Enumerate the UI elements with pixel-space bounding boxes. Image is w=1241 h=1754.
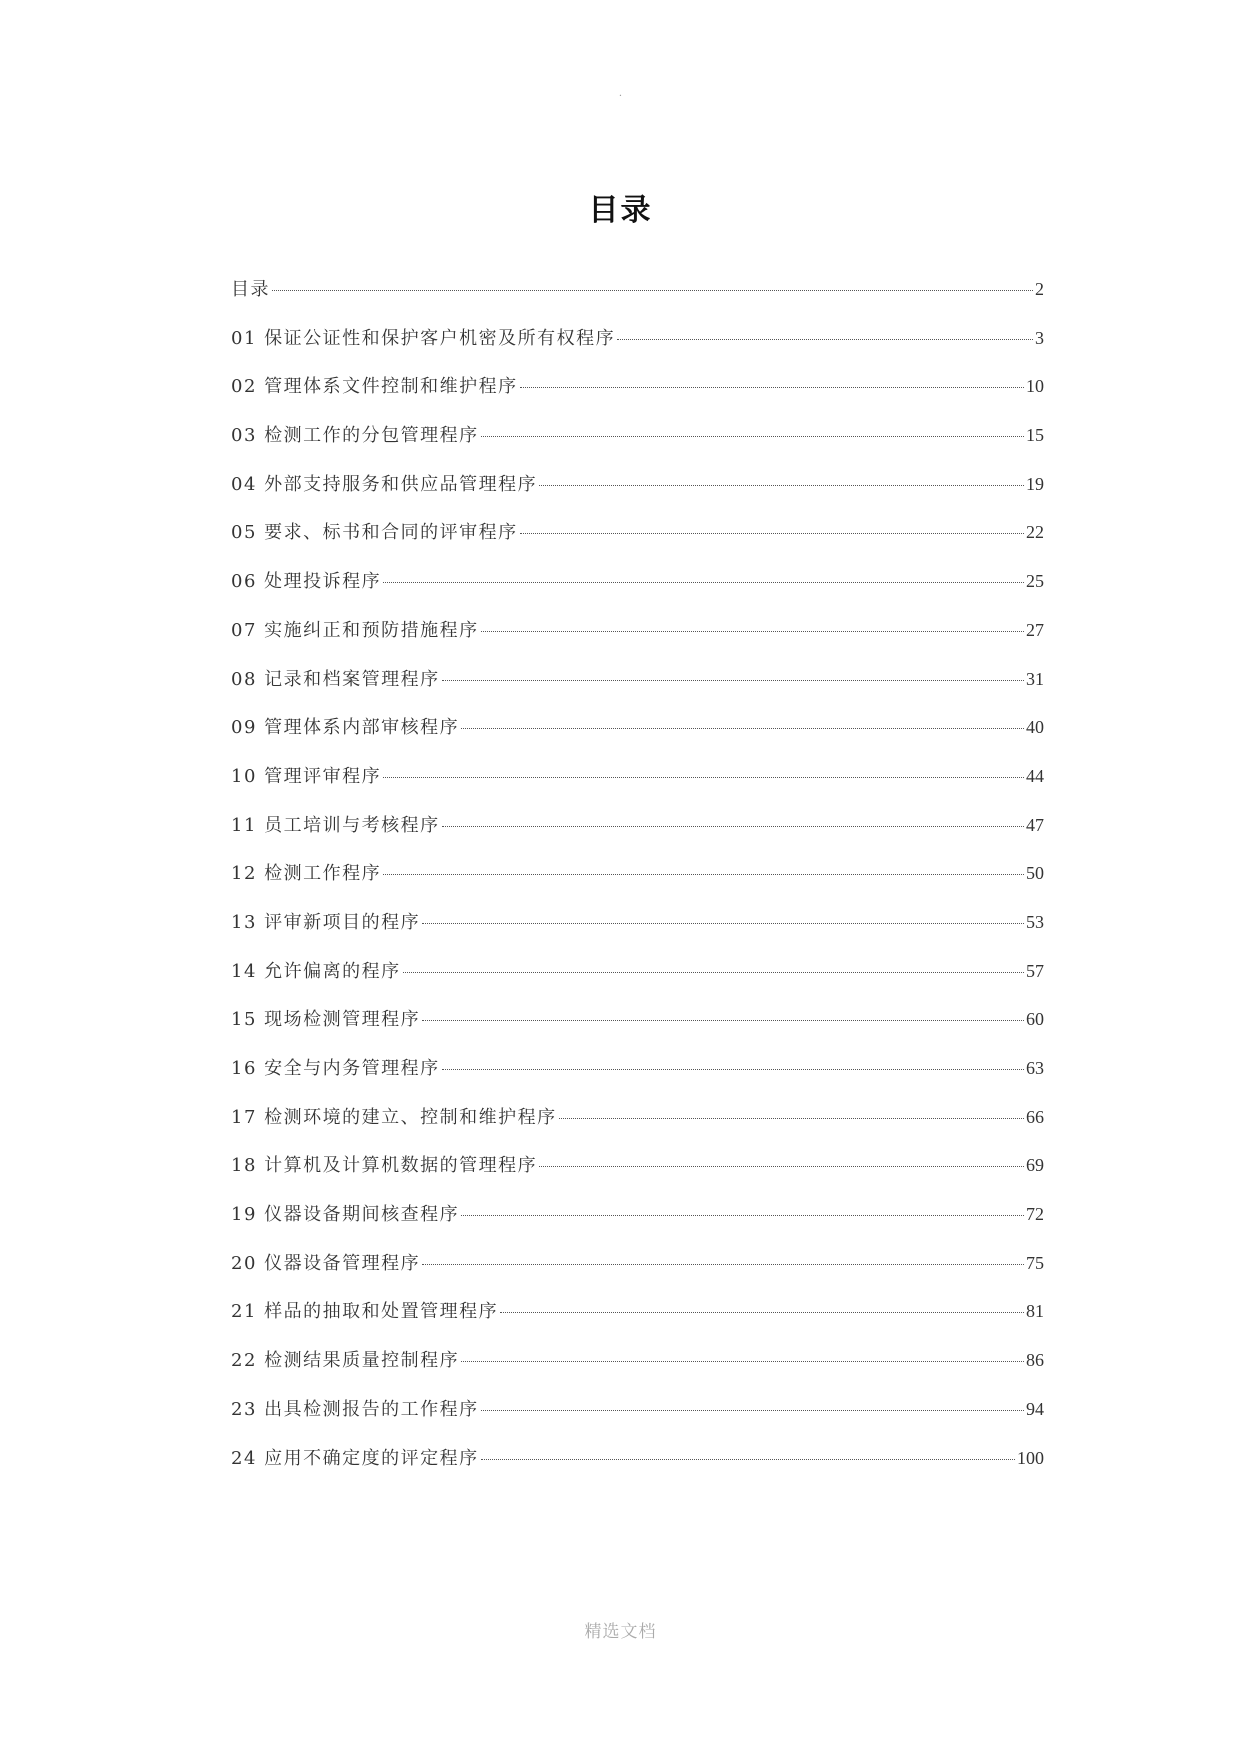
toc-entry[interactable] xyxy=(231,1103,1044,1152)
toc-dot-leader xyxy=(461,1215,1024,1216)
toc-entry-label[interactable]: 02 管理体系文件控制和维护程序 xyxy=(231,376,518,398)
toc-entry-page-number: 66 xyxy=(1026,1106,1044,1127)
toc-entry-page-number: 72 xyxy=(1026,1204,1044,1225)
toc-entry-label[interactable]: 08 记录和档案管理程序 xyxy=(231,668,440,690)
toc-dot-leader xyxy=(403,972,1024,973)
toc-entry-page-number: 25 xyxy=(1026,571,1044,592)
table-of-contents xyxy=(231,275,1044,1492)
toc-entry-page-number: 3 xyxy=(1035,327,1044,348)
toc-entry-label[interactable]: 17 检测环境的建立、控制和维护程序 xyxy=(231,1106,557,1128)
toc-entry[interactable] xyxy=(231,859,1044,908)
toc-entry-label[interactable]: 16 安全与内务管理程序 xyxy=(231,1058,440,1079)
toc-entry[interactable] xyxy=(231,713,1044,762)
toc-dot-leader xyxy=(461,728,1024,729)
toc-entry-page-number: 69 xyxy=(1026,1155,1044,1176)
toc-entry-label[interactable]: 03 检测工作的分包管理程序 xyxy=(231,425,479,447)
toc-entry[interactable] xyxy=(231,1346,1044,1395)
toc-dot-leader xyxy=(617,339,1033,340)
toc-entry-page-number: 47 xyxy=(1026,814,1044,835)
toc-dot-leader xyxy=(461,1361,1024,1362)
toc-entry[interactable] xyxy=(231,1444,1044,1493)
toc-entry-page-number: 10 xyxy=(1026,376,1044,397)
toc-entry-page-number: 15 xyxy=(1026,425,1044,446)
toc-entry-label[interactable]: 13 评审新项目的程序 xyxy=(231,911,421,933)
toc-entry[interactable] xyxy=(231,275,1044,324)
toc-entry-page-number: 53 xyxy=(1026,911,1044,932)
toc-entry[interactable] xyxy=(231,665,1044,714)
toc-entry-page-number: 86 xyxy=(1026,1350,1044,1371)
toc-entry-page-number: 50 xyxy=(1026,863,1044,884)
toc-entry[interactable] xyxy=(231,567,1044,616)
toc-dot-leader xyxy=(442,826,1024,827)
toc-entry-page-number: 57 xyxy=(1026,960,1044,981)
toc-entry[interactable] xyxy=(231,616,1044,665)
toc-entry-label[interactable]: 目录 xyxy=(231,279,270,300)
toc-entry[interactable] xyxy=(231,324,1044,373)
toc-entry-label[interactable]: 23 出具检测报告的工作程序 xyxy=(231,1398,479,1420)
toc-entry[interactable] xyxy=(231,1005,1044,1054)
toc-dot-leader xyxy=(442,680,1024,681)
toc-entry-label[interactable]: 06 处理投诉程序 xyxy=(231,571,382,593)
toc-entry-label[interactable]: 19 仪器设备期间核查程序 xyxy=(231,1204,460,1226)
toc-entry[interactable] xyxy=(231,1054,1044,1103)
toc-entry-label[interactable]: 01 保证公证性和保护客户机密及所有权程序 xyxy=(231,327,616,349)
toc-entry[interactable] xyxy=(231,1395,1044,1444)
toc-entry-label[interactable]: 12 检测工作程序 xyxy=(231,863,382,885)
header-mark: · xyxy=(618,91,623,102)
toc-entry-page-number: 100 xyxy=(1017,1447,1044,1468)
toc-entry-label[interactable]: 18 计算机及计算机数据的管理程序 xyxy=(231,1155,538,1177)
toc-entry[interactable] xyxy=(231,372,1044,421)
toc-dot-leader xyxy=(481,1459,1015,1460)
toc-entry-label[interactable]: 14 允许偏离的程序 xyxy=(231,960,401,982)
toc-entry-page-number: 22 xyxy=(1026,522,1044,543)
toc-entry-label[interactable]: 24 应用不确定度的评定程序 xyxy=(231,1447,479,1469)
toc-entry-page-number: 63 xyxy=(1026,1058,1044,1078)
toc-entry-page-number: 31 xyxy=(1026,668,1044,689)
toc-entry-label[interactable]: 20 仪器设备管理程序 xyxy=(231,1252,421,1274)
toc-entry-label[interactable]: 09 管理体系内部审核程序 xyxy=(231,717,460,739)
toc-dot-leader xyxy=(481,436,1024,437)
toc-dot-leader xyxy=(520,387,1024,388)
toc-entry-label[interactable]: 15 现场检测管理程序 xyxy=(231,1009,421,1031)
toc-entry-page-number: 2 xyxy=(1035,279,1044,299)
toc-entry-page-number: 60 xyxy=(1026,1009,1044,1030)
toc-entry[interactable] xyxy=(231,470,1044,519)
toc-entry-label[interactable]: 05 要求、标书和合同的评审程序 xyxy=(231,522,518,544)
toc-dot-leader xyxy=(481,1410,1024,1411)
toc-entry-page-number: 19 xyxy=(1026,473,1044,494)
page-title: 目录 xyxy=(588,193,653,228)
toc-entry-label[interactable]: 07 实施纠正和预防措施程序 xyxy=(231,619,479,641)
toc-entry[interactable] xyxy=(231,811,1044,860)
toc-dot-leader xyxy=(383,582,1024,583)
toc-entry[interactable] xyxy=(231,518,1044,567)
toc-entry-page-number: 44 xyxy=(1026,765,1044,786)
toc-entry-page-number: 81 xyxy=(1026,1301,1044,1322)
toc-entry-label[interactable]: 22 检测结果质量控制程序 xyxy=(231,1350,460,1372)
toc-dot-leader xyxy=(539,485,1024,486)
toc-entry-page-number: 27 xyxy=(1026,619,1044,640)
toc-entry-label[interactable]: 04 外部支持服务和供应品管理程序 xyxy=(231,473,538,495)
toc-entry-page-number: 75 xyxy=(1026,1252,1044,1273)
toc-entry[interactable] xyxy=(231,762,1044,811)
toc-dot-leader xyxy=(559,1118,1024,1119)
toc-dot-leader xyxy=(422,1020,1024,1021)
toc-entry-page-number: 94 xyxy=(1026,1398,1044,1419)
toc-entry-label[interactable]: 21 样品的抽取和处置管理程序 xyxy=(231,1301,499,1323)
toc-dot-leader xyxy=(520,533,1024,534)
toc-entry[interactable] xyxy=(231,1151,1044,1200)
toc-entry[interactable] xyxy=(231,908,1044,957)
toc-dot-leader xyxy=(481,631,1024,632)
toc-entry[interactable] xyxy=(231,957,1044,1006)
toc-entry[interactable] xyxy=(231,1200,1044,1249)
toc-dot-leader xyxy=(500,1312,1024,1313)
page-footer: 精选文档 xyxy=(584,1622,657,1642)
toc-dot-leader xyxy=(383,874,1024,875)
toc-dot-leader xyxy=(383,777,1024,778)
toc-entry-page-number: 40 xyxy=(1026,717,1044,738)
toc-dot-leader xyxy=(272,290,1033,291)
toc-entry[interactable] xyxy=(231,1249,1044,1298)
toc-dot-leader xyxy=(539,1166,1024,1167)
toc-entry[interactable] xyxy=(231,421,1044,470)
toc-dot-leader xyxy=(422,923,1024,924)
toc-entry[interactable] xyxy=(231,1297,1044,1346)
toc-entry-label[interactable]: 11 员工培训与考核程序 xyxy=(231,814,440,836)
toc-dot-leader xyxy=(422,1264,1024,1265)
toc-entry-label[interactable]: 10 管理评审程序 xyxy=(231,765,382,787)
toc-dot-leader xyxy=(442,1069,1024,1070)
